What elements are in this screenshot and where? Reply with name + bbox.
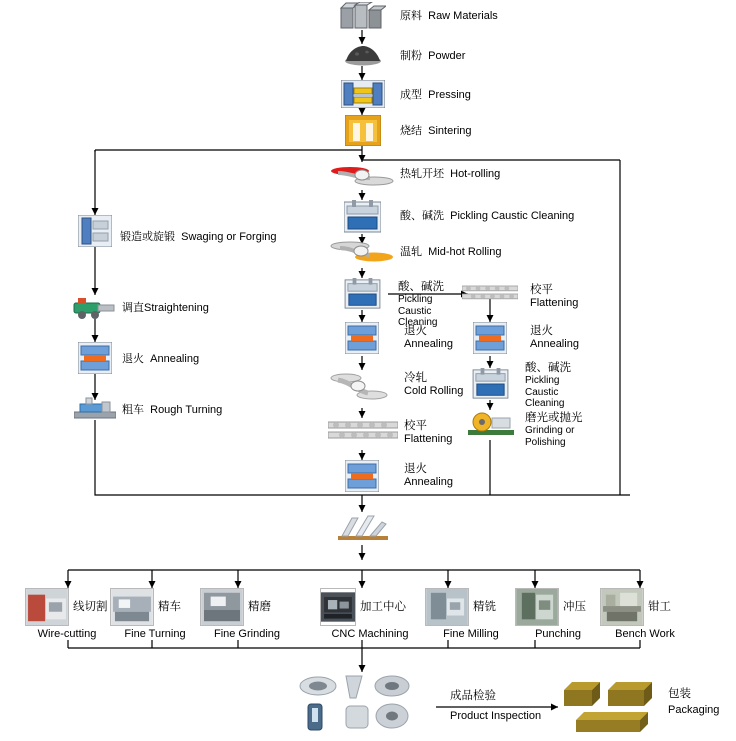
annealing-furnace-icon [78,342,112,374]
label-packaging-cn: 包装 [668,688,691,700]
label-packaging-en: Packaging [668,704,720,716]
label-annealing-center-1-cn: 退火 [404,325,427,337]
polishing-wheel-icon [468,408,514,438]
machining-label-cn: 冲压 [563,601,586,613]
machining-cell-cnc[interactable] [320,588,409,640]
annealing-furnace-icon [345,322,379,354]
node-pickling-main [344,200,381,234]
node-sintering [345,115,381,146]
label-cold-rolling-cn: 冷轧 [404,372,427,384]
finished-products-icon [296,672,426,734]
label-pickling-center-en: Pickling Caustic Cleaning [398,294,438,328]
pickling-tank-icon [472,368,509,400]
label-cn: 调直 [122,302,144,314]
node-straightening [72,294,118,320]
label-pickling-right-en: Pickling Caustic Cleaning [525,375,565,409]
label-en: Powder [428,50,466,62]
machining-cell-fine-milling[interactable] [425,588,511,640]
bench-work-photo [600,588,644,626]
label-cn: 锻造或旋锻 [120,231,175,243]
wire-cutting-machine-photo [25,588,69,626]
label-en: Raw Materials [428,10,498,22]
node-polishing [468,408,514,438]
sintering-furnace-icon [345,115,381,146]
label-rough-turning [122,404,222,416]
label-cn: 成型 [400,89,422,101]
label-cn: 温轧 [400,246,422,258]
node-annealing-right [473,322,507,354]
machining-label-en: Bench Work [615,628,675,640]
label-annealing-center-2-en: Annealing [404,476,453,488]
node-annealing-center-2 [345,460,379,492]
label-sintering [400,125,472,137]
label-powder [400,50,465,62]
label-forging [120,231,277,243]
mid-hot-rolling-icon [330,238,394,266]
node-annealing-left [78,342,112,374]
label-en: Annealing [150,353,200,365]
label-annealing-right-cn: 退火 [530,325,553,337]
node-finished-products [296,672,426,734]
machining-label-en: Fine Turning [124,628,186,640]
machining-label-en: Punching [535,628,581,640]
machining-label-cn: 钳工 [648,601,671,613]
label-cn: 烧结 [400,125,422,137]
machining-cell-fine-turning[interactable] [110,588,196,640]
label-inspection-en: Product Inspection [450,710,542,722]
label-flattening-right-en: Flattening [530,297,579,309]
node-mid-hot-rolling [330,238,394,266]
label-annealing-right-en: Annealing [530,338,579,350]
node-rough-turning [74,396,116,420]
annealing-furnace-icon [345,460,379,492]
label-cn: 原料 [400,10,422,22]
straightening-machine-icon [72,294,118,320]
node-flattening-right [462,282,518,306]
label-annealing-left [122,353,199,365]
label-flattening-center-en: Flattening [404,433,453,445]
node-pressing [341,80,385,108]
packaging-boxes-icon [562,676,662,734]
node-raw-materials [340,2,386,30]
semi-finished-parts-icon [336,512,390,546]
label-pickling-center-cn: 酸、碱洗 [398,281,444,293]
label-pickling-main [400,210,574,222]
machining-label-en: Fine Grinding [213,628,281,640]
annealing-furnace-icon [473,322,507,354]
label-straightening [122,302,209,314]
machining-label-en: Wire-cutting [37,628,97,640]
fine-turning-lathe-photo [110,588,154,626]
label-en: Pickling Caustic Cleaning [450,210,575,222]
machining-label-cn: 线切割 [73,601,108,613]
node-powder [344,44,382,66]
machining-label-cn: 加工中心 [360,601,406,613]
node-cold-rolling [330,370,390,404]
rough-turning-icon [74,396,116,420]
node-pickling-center [344,278,381,310]
label-raw-materials [400,10,498,22]
node-packaging [562,676,662,734]
hot-rolling-icon [330,162,394,190]
label-pickling-right-cn: 酸、碱洗 [525,362,571,374]
pickling-tank-icon [344,278,381,310]
label-polishing-en: Grinding or Polishing [525,425,575,448]
label-hot-rolling [400,168,500,180]
pickling-tank-icon [344,200,381,234]
machining-label-en: Fine Milling [443,628,499,640]
fine-grinding-machine-photo [200,588,244,626]
fine-milling-machine-photo [425,588,469,626]
machining-label-cn: 精铣 [473,601,496,613]
forging-press-icon [78,215,112,247]
machining-cell-fine-grinding[interactable] [200,588,286,640]
cold-rolling-icon [330,370,390,404]
label-cn: 酸、碱洗 [400,210,444,222]
machining-label-en: CNC Machining [331,628,409,640]
label-annealing-center-1-en: Annealing [404,338,453,350]
label-cn: 粗车 [122,404,144,416]
punching-press-photo [515,588,559,626]
node-pickling-right [472,368,509,400]
cnc-machining-center-photo [320,588,356,626]
node-semi-finished-parts [336,512,390,546]
label-en: Straightening [144,302,209,314]
label-en: Mid-hot Rolling [428,246,502,258]
raw-materials-icon [340,2,386,30]
machining-cell-punching[interactable] [515,588,601,640]
node-flattening-center [328,418,398,446]
flattening-rolls-icon [462,282,518,306]
label-inspection-cn: 成品检验 [450,690,496,702]
node-forging [78,215,112,247]
machining-cell-bench-work[interactable] [600,588,686,640]
label-en: Hot-rolling [450,168,501,180]
label-cn: 热轧开坯 [400,168,444,180]
machining-label-cn: 精磨 [248,601,271,613]
label-en: Pressing [428,89,471,101]
flattening-rolls-icon [328,418,398,446]
label-pressing [400,89,471,101]
pressing-machine-icon [341,80,385,108]
label-flattening-center-cn: 校平 [404,420,427,432]
label-en: Swaging or Forging [181,231,277,243]
node-hot-rolling [330,162,394,190]
label-cn: 制粉 [400,50,422,62]
label-en: Sintering [428,125,472,137]
label-en: Rough Turning [150,404,223,416]
label-flattening-right-cn: 校平 [530,284,553,296]
label-annealing-center-2-cn: 退火 [404,463,427,475]
label-cn: 退火 [122,353,144,365]
label-cold-rolling-en: Cold Rolling [404,385,464,397]
label-mid-hot-rolling [400,246,502,258]
node-annealing-center-1 [345,322,379,354]
machining-cell-wire-cutting[interactable] [25,588,111,640]
powder-icon [344,44,382,66]
machining-label-cn: 精车 [158,601,181,613]
label-polishing-cn: 磨光或抛光 [525,412,583,424]
